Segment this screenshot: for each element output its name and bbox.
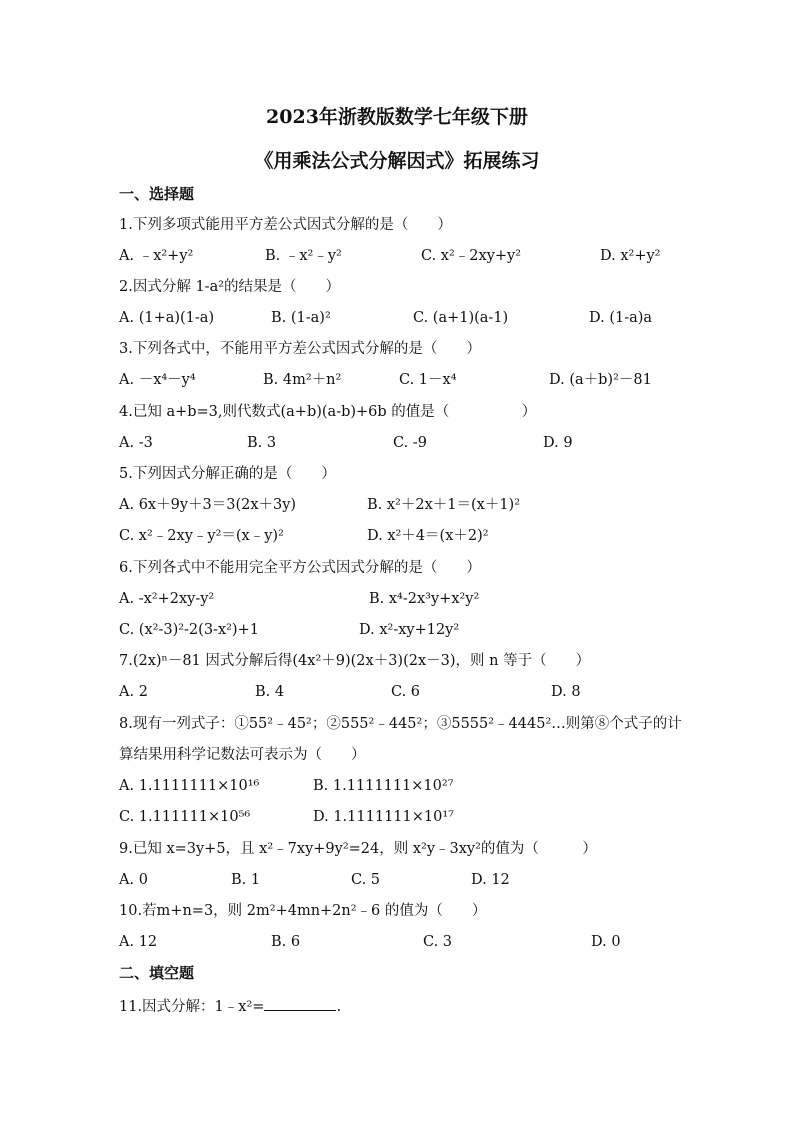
q6-option-b[interactable]: B. x⁴-2x³y+x²y² [369, 591, 480, 607]
question-3-stem: 3.下列各式中，不能用平方差公式因式分解的是（ ） [119, 341, 481, 357]
document-subtitle: 《用乘法公式分解因式》拓展练习 [254, 150, 540, 172]
q4-option-c[interactable]: C. -9 [393, 435, 427, 451]
q3-option-c[interactable]: C. 1－x⁴ [399, 372, 457, 388]
q6-option-c[interactable]: C. (x²-3)²-2(3-x²)+1 [119, 622, 259, 638]
q4-option-b[interactable]: B. 3 [247, 435, 277, 451]
question-7-stem: 7.(2x)ⁿ－81 因式分解后得(4x²＋9)(2x＋3)(2x－3)，则 n 等于（ ） [119, 653, 591, 669]
question-11-period: . [336, 999, 342, 1015]
q5-option-d[interactable]: D. x²＋4＝(x＋2)² [367, 528, 489, 544]
q8-option-d[interactable]: D. 1.1111111×10¹⁷ [313, 809, 454, 825]
q7-option-c[interactable]: C. 6 [391, 684, 421, 700]
q5-option-b[interactable]: B. x²＋2x＋1＝(x＋1)² [367, 497, 521, 513]
q7-option-d[interactable]: D. 8 [551, 684, 581, 700]
section-heading-choice: 一、选择题 [119, 185, 195, 203]
q10-option-a[interactable]: A. 12 [119, 934, 158, 950]
q4-option-d[interactable]: D. 9 [543, 435, 573, 451]
question-1-stem: 1.下列多项式能用平方差公式因式分解的是（ ） [119, 217, 452, 233]
q2-option-c[interactable]: C. (a+1)(a-1) [413, 310, 509, 326]
q10-option-d[interactable]: D. 0 [591, 934, 621, 950]
document-title: 2023年浙教版数学七年级下册 [266, 106, 528, 128]
q9-option-c[interactable]: C. 5 [351, 872, 381, 888]
q6-option-a[interactable]: A. -x²+2xy-y² [119, 591, 215, 607]
question-6-stem: 6.下列各式中不能用完全平方公式因式分解的是（ ） [119, 560, 481, 576]
question-8-stem: 8.现有一列式子：①55²﹣45²；②555²﹣445²；③5555²﹣4445²…则第⑧个式子的计 [119, 716, 682, 732]
question-8-stem-continued: 算结果用科学记数法可表示为（ ） [119, 747, 366, 763]
q1-option-b[interactable]: B. ﹣x²﹣y² [265, 248, 342, 264]
q5-option-c[interactable]: C. x²﹣2xy﹣y²＝(x﹣y)² [119, 528, 284, 544]
q3-option-b[interactable]: B. 4m²＋n² [263, 372, 342, 388]
q1-option-c[interactable]: C. x²﹣2xy+y² [421, 248, 522, 264]
q9-option-a[interactable]: A. 0 [119, 872, 148, 888]
question-2-stem: 2.因式分解 1-a²的结果是（ ） [119, 279, 341, 295]
q5-option-a[interactable]: A. 6x＋9y＋3＝3(2x＋3y) [119, 497, 297, 513]
q2-option-d[interactable]: D. (1-a)a [589, 310, 653, 326]
question-10-stem: 10.若m+n=3，则 2m²+4mn+2n²﹣6 的值为（ ） [119, 903, 487, 919]
q7-option-a[interactable]: A. 2 [119, 684, 148, 700]
q9-option-b[interactable]: B. 1 [231, 872, 261, 888]
q8-option-b[interactable]: B. 1.1111111×10²⁷ [313, 778, 454, 794]
q3-option-a[interactable]: A. －x⁴－y⁴ [119, 372, 196, 388]
answer-blank[interactable] [264, 996, 336, 1011]
question-11-stem: 11.因式分解：1﹣x²= [119, 999, 265, 1015]
section-heading-fill: 二、填空题 [119, 964, 195, 982]
question-5-stem: 5.下列因式分解正确的是（ ） [119, 466, 336, 482]
q10-option-b[interactable]: B. 6 [271, 934, 301, 950]
q9-option-d[interactable]: D. 12 [471, 872, 510, 888]
q1-option-a[interactable]: A. ﹣x²+y² [119, 248, 194, 264]
q8-option-c[interactable]: C. 1.111111×10⁵⁶ [119, 809, 251, 825]
q6-option-d[interactable]: D. x²-xy+12y² [359, 622, 460, 638]
question-4-stem: 4.已知 a+b=3,则代数式(a+b)(a-b)+6b 的值是（ ） [119, 404, 537, 420]
q2-option-a[interactable]: A. (1+a)(1-a) [119, 310, 215, 326]
question-11 [119, 996, 341, 1017]
q2-option-b[interactable]: B. (1-a)² [271, 310, 331, 326]
question-9-stem: 9.已知 x=3y+5，且 x²﹣7xy+9y²=24，则 x²y﹣3xy²的值为（ ） [119, 841, 597, 857]
q8-option-a[interactable]: A. 1.1111111×10¹⁶ [119, 778, 260, 794]
q1-option-d[interactable]: D. x²+y² [600, 248, 661, 264]
q4-option-a[interactable]: A. -3 [119, 435, 153, 451]
q7-option-b[interactable]: B. 4 [255, 684, 285, 700]
q10-option-c[interactable]: C. 3 [423, 934, 453, 950]
q3-option-d[interactable]: D. (a＋b)²－81 [549, 372, 652, 388]
